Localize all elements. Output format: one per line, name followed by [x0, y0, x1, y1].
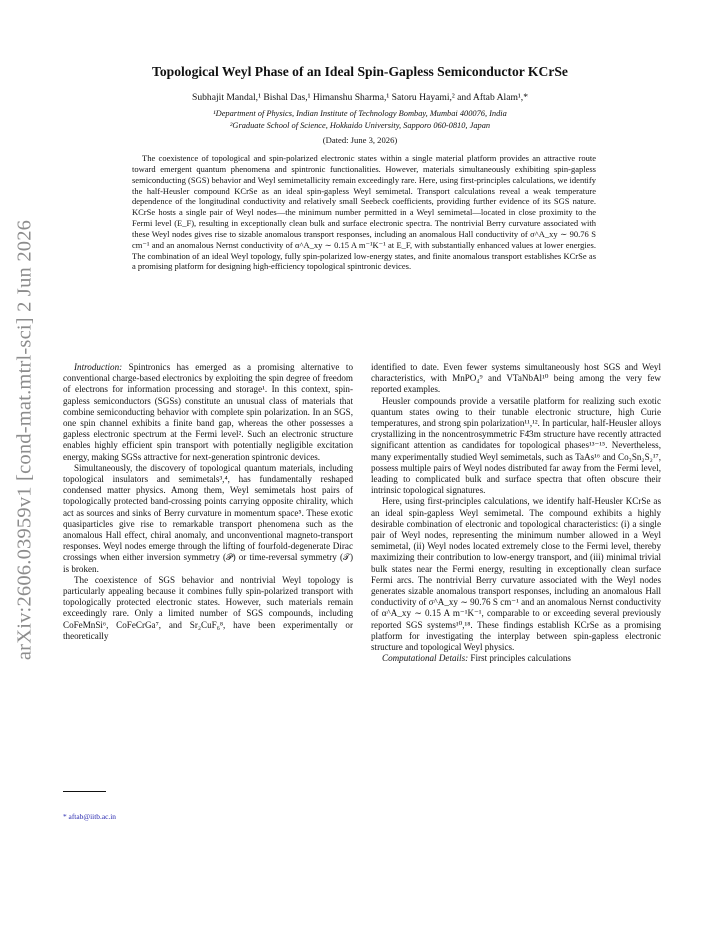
left-column [63, 362, 353, 642]
corresponding-email-footnote[interactable] [63, 812, 116, 821]
computational-text: First principles calculations [468, 653, 571, 664]
affiliation-2: ²Graduate School of Science, Hokkaido University, Sapporo 060-0810, Japan [229, 121, 491, 130]
coexistence-paragraph: The coexistence of SGS behavior and nontrivial Weyl topology is particularly appealing because it combines fully spin-polarized transport with topologically protected electronic states. However, such materials remain exceedingly rare. Only a limited number of SGS compounds, including CoFeMnSi⁶, CoFeCrGa⁷, and Sr₂CuF₆⁸, have been experimentally or theoretically [63, 574, 353, 641]
author-list: Subhajit Mandal,¹ Bishal Das,¹ Himanshu Sharma,¹ Satoru Hayami,² and Aftab Alam¹,* [192, 92, 528, 103]
email-link[interactable]: * aftab@iitb.ac.in [63, 812, 116, 821]
topology-paragraph: Simultaneously, the discovery of topological quantum materials, including topological insulators and semimetals³,⁴, has fundamentally reshaped condensed matter physics. Among them, Weyl semimetals host pairs of topologically protected band-crossing points carrying opposite chirality, which act as sources and sinks of Berry curvature in momentum space⁵. These exotic quasiparticles give rise to remarkable transport phenomena such as the anomalous Hall effect, chiral anomaly, and unconventional magneto-transport responses. Weyl nodes emerge through the lifting of fourfold-degenerate Dirac crossings when either inversion symmetry (𝒫) or time-reversal symmetry (𝒯) is broken. [63, 462, 353, 574]
affiliation-1: ¹Department of Physics, Indian Institute of Technology Bombay, Mumbai 400076, India [213, 109, 507, 118]
heusler-paragraph: Heusler compounds provide a versatile platform for realizing such exotic quantum states owing to their tunable electronic structure, high Curie temperatures, and strong spin polarization¹¹,¹². In particular, half-Heusler alloys crystallizing in the noncentrosymmetric F4̄3m structure have recently attracted significant attention as candidates for topological phases¹³⁻¹⁵. Nevertheless, many experimentally studied Weyl semimetals, such as TaAs¹⁶ and Co₃Sn₂S₂¹⁷, possess multiple pairs of Weyl nodes distributed far away from the Fermi level, leading to complicated bulk and surface spectra that often obscure their intrinsic topological signatures. [371, 395, 661, 496]
section-lead-introduction: Introduction: [74, 362, 123, 372]
intro-paragraph [63, 362, 353, 463]
footnote-rule [63, 791, 106, 792]
abstract: The coexistence of topological and spin-polarized electronic states within a single material platform provides an attractive route toward emergent quantum phenomena and spintronic functionalities. However, materials simultaneously exhibiting spin-gapless semiconducting (SGS) behavior and Weyl semimetallicity remain exceedingly rare. Here, using first-principles calculations, we identify the half-Heusler compound KCrSe as an ideal spin-gapless Weyl semimetal. Transport calculations reveal a weak temperature dependence of the longitudinal conductivity and relatively small Seebeck coefficients, providing further evidence of its SGS nature. KCrSe hosts a single pair of Weyl nodes—the minimum number permitted in a Weyl semimetal—located in close proximity to the Fermi level (E_F), resulting in exceptionally clean bulk and surface electronic spectra. The nontrivial Berry curvature associated with these Weyl nodes gives rise to sizable anomalous transport responses, including an anomalous Hall conductivity of σ^A_xy ∼ 90.76 S cm⁻¹ and an anomalous Nernst conductivity of α^A_xy ∼ 0.15 A m⁻¹K⁻¹ at E_F, with substantially enhanced values at lower energies. The combination of an ideal Weyl topology, fully spin-polarized low-energy states, and finite anomalous transport establishes KCrSe as a promising platform for designing high-efficiency topological spintronic devices. [132, 153, 596, 272]
date-line: (Dated: June 3, 2026) [322, 135, 398, 145]
paper-title: Topological Weyl Phase of an Ideal Spin-Gapless Semiconductor KCrSe [152, 64, 568, 79]
continuation-paragraph: identified to date. Even fewer systems simultaneously host SGS and Weyl characteristics, with MnPO₄⁹ and VTaNbAl¹⁰ being among the very few reported examples. [371, 362, 661, 395]
intro-text: Spintronics has emerged as a promising alternative to conventional charge-based electronics by exploiting the spin degree of freedom of electrons for information processing and storage¹. In this context, spin-gapless semiconductors (SGSs) constitute an unusual class of materials that combine semiconducting behavior with complete spin polarization. In an SGS, one spin channel exhibits a finite band gap, whereas the other possesses a gapless electronic spectrum at the Fermi level². Such an electronic structure enables highly efficient spin transport with potentially negligible excitation energy, making SGSs attractive for next-generation spintronic devices. [63, 362, 353, 462]
section-lead-computational: Computational Details: [382, 653, 469, 664]
right-column [371, 362, 661, 664]
arxiv-id-text: arXiv:2606.03959v1 [cond-mat.mtrl-sci] 2 Jun 2026 [13, 219, 36, 661]
computational-paragraph [371, 653, 661, 664]
kcrse-paragraph: Here, using first-principles calculations, we identify half-Heusler KCrSe as an ideal spin-gapless Weyl semimetal. The compound exhibits a highly desirable combination of electronic and topological characteristics: (i) a single pair of Weyl nodes, representing the minimum number allowed in a Weyl semimetal, (ii) Weyl nodes located extremely close to the Fermi level, thereby maximizing their contribution to low-energy transport, and (iii) minimal trivial bulk states near the Fermi energy, resulting in exceptionally clean surface Fermi arcs. The nontrivial Berry curvature associated with the Weyl nodes generates sizable anomalous transport responses, including an anomalous Hall conductivity of σ^A_xy ∼ 90.76 S cm⁻¹ and an anomalous Nernst conductivity of α^A_xy ∼ 0.15 A m⁻¹K⁻¹, comparable to or exceeding several previously reported SGS systems¹⁰,¹⁸. These findings establish KCrSe as a promising platform for investigating the interplay between spin-gapless electronic structure and topological Weyl physics. [371, 496, 662, 653]
arxiv-sidebar-id [2, 205, 48, 675]
